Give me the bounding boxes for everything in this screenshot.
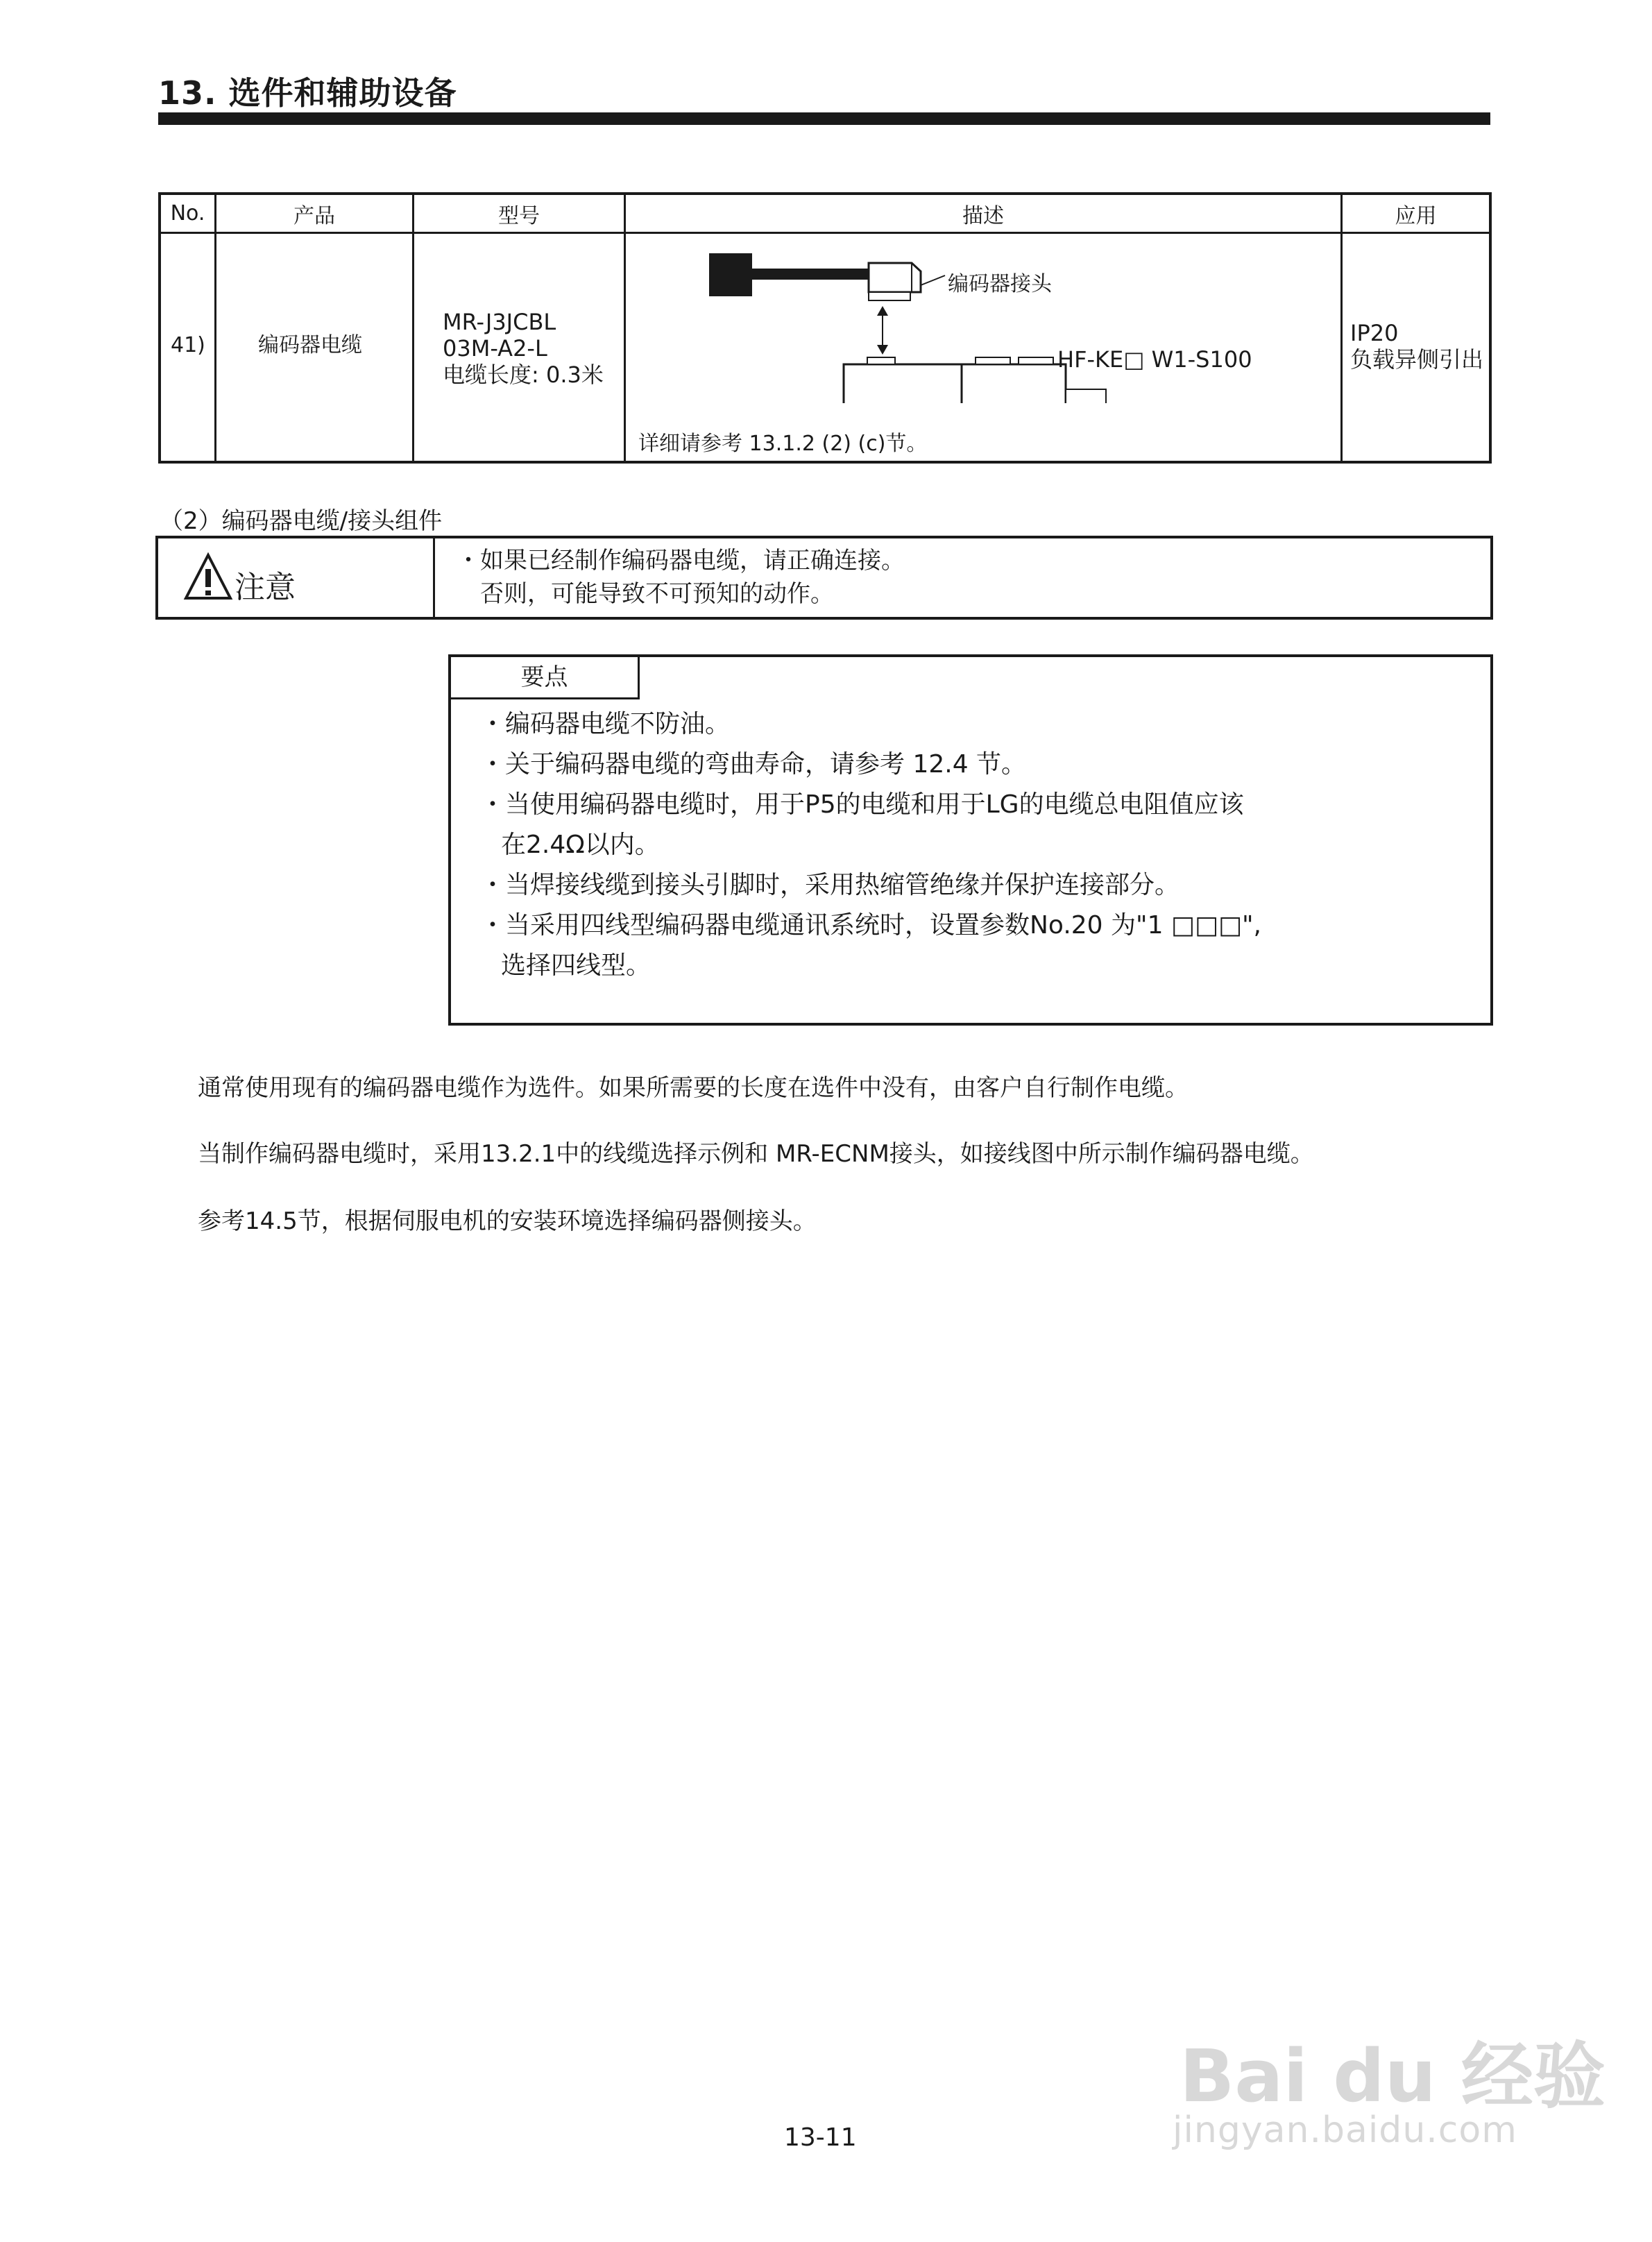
application-info <box>1350 320 1483 373</box>
body-paragraph: 通常使用现有的编码器电缆作为选件。如果所需要的长度在选件中没有，由客户自行制作电缆。 <box>198 1074 1189 1102</box>
key-points-list <box>480 704 1261 986</box>
key-point-line: ・当焊接线缆到接头引脚时，采用热缩管绝缘并保护连接部分。 <box>480 871 1180 899</box>
caution-divider <box>433 538 435 617</box>
column-header-description: 描述 <box>962 203 1004 228</box>
body-paragraph: 当制作编码器电缆时，采用13.2.1中的线缆选择示例和 MR-ECNM接头，如接线图中所示制作编码器电缆。 <box>198 1140 1314 1168</box>
key-point-line: ・当采用四线型编码器电缆通讯系统时，设置参数No.20 为"1 □□□", <box>480 911 1261 940</box>
application-line: 负载异侧引出 <box>1350 346 1484 373</box>
column-header-no: No. <box>170 201 205 226</box>
connector-label: 编码器接头 <box>948 272 1052 296</box>
key-points-title: 要点 <box>451 657 640 699</box>
column-header-product: 产品 <box>293 203 335 228</box>
table-header-divider <box>161 232 1489 234</box>
label-leader-line <box>921 275 945 285</box>
column-header-application: 应用 <box>1395 203 1437 228</box>
caution-line: ・如果已经制作编码器电缆，请正确连接。 <box>457 547 905 575</box>
caution-text <box>457 544 905 611</box>
header-rule <box>158 112 1490 125</box>
application-line: IP20 <box>1350 320 1399 346</box>
key-point-line: ・关于编码器电缆的弯曲寿命，请参考 12.4 节。 <box>480 750 1027 779</box>
reference-note: 详细请参考 13.1.2 (2) (c)节。 <box>638 432 928 456</box>
motor-shaft <box>1066 389 1106 403</box>
key-point-line: ・当使用编码器电缆时，用于P5的电缆和用于LG的电缆总电阻值应该 <box>480 790 1244 819</box>
model-line: MR-J3JCBL <box>443 309 556 335</box>
caution-box <box>155 536 1493 620</box>
motor-encoder-body <box>844 364 962 403</box>
column-divider <box>214 195 216 461</box>
watermark-url: jingyan.baidu.com <box>1173 2109 1517 2151</box>
body-paragraph: 参考14.5节，根据伺服电机的安装环境选择编码器侧接头。 <box>198 1207 817 1235</box>
model-info <box>443 309 604 388</box>
product-table <box>158 192 1492 464</box>
row-number: 41) <box>171 333 205 357</box>
page-title: 13. 选件和辅助设备 <box>158 74 457 112</box>
product-name: 编码器电缆 <box>258 333 362 357</box>
key-point-line: ・编码器电缆不防油。 <box>480 710 731 738</box>
column-divider <box>412 195 414 461</box>
encoder-connector-shape <box>869 263 921 292</box>
model-line: 03M-A2-L <box>443 335 547 362</box>
column-header-model: 型号 <box>498 203 540 228</box>
column-divider <box>1340 195 1343 461</box>
cable-plug-shape <box>709 253 752 296</box>
key-point-line: 选择四线型。 <box>501 951 652 980</box>
caution-line: 否则，可能导致不可预知的动作。 <box>480 580 834 608</box>
encoder-cable-diagram <box>709 244 1125 403</box>
model-line: 电缆长度: 0.3米 <box>443 362 604 388</box>
column-divider <box>624 195 626 461</box>
caution-label: 注意 <box>235 570 296 605</box>
section-heading: （2）编码器电缆/接头组件 <box>160 507 443 535</box>
key-point-line: 在2.4Ω以内。 <box>501 831 660 859</box>
key-points-box <box>448 654 1493 1026</box>
motor-model-label: HF-KE□ W1-S100 <box>1057 346 1252 373</box>
motor-body <box>962 364 1066 403</box>
page-number: 13-11 <box>784 2123 857 2152</box>
warning-icon <box>183 552 233 602</box>
cable-line <box>752 269 869 280</box>
watermark-brand: Bai du 经验 <box>1180 2034 1606 2118</box>
